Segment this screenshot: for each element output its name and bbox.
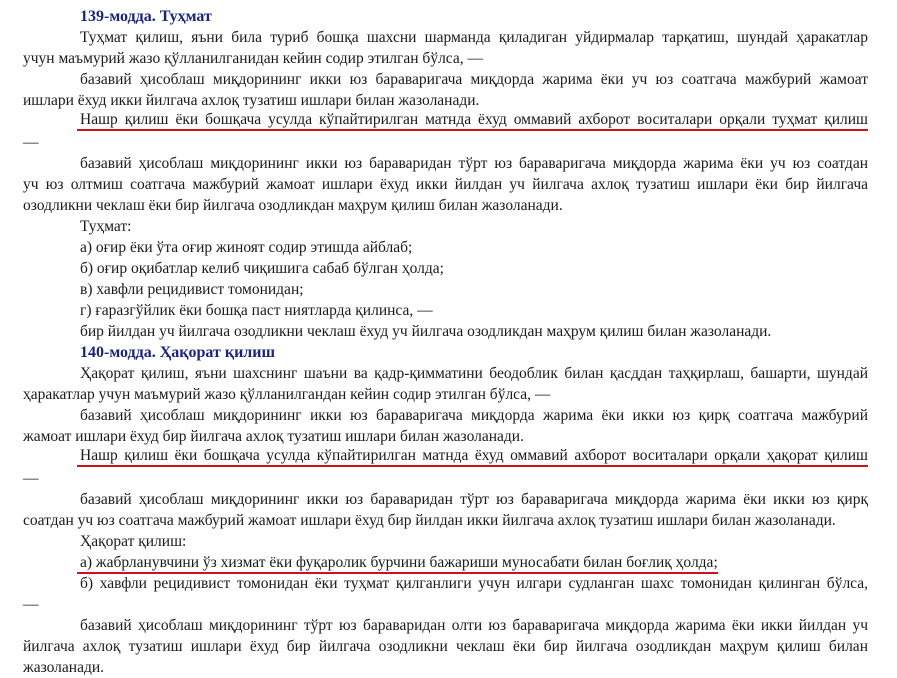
article-heading: 140-модда. Ҳақорат қилиш — [80, 344, 275, 361]
text-line — [23, 573, 868, 594]
text-line — [23, 552, 868, 573]
paragraph — [23, 216, 868, 237]
paragraph — [23, 258, 868, 279]
paragraph — [23, 531, 868, 552]
line-text: базавий ҳисоблаш миқдорининг икки юз бараваригача миқдорда жарима ёки икки юз қирқ соатгача мажбурий — [80, 407, 868, 424]
text-line — [23, 258, 868, 279]
text-line — [23, 195, 868, 216]
line-text: ҳаракатлар учун маъмурий жазо қўлланилгандан кейин содир этилган бўлса, — — [23, 386, 551, 403]
text-line — [23, 321, 868, 342]
article-heading: 139-модда. Туҳмат — [80, 8, 212, 25]
line-text: а) оғир ёки ўта оғир жиноят содир этишда айблаб; — [80, 239, 413, 256]
text-line — [23, 153, 868, 174]
text-line — [23, 489, 868, 510]
text-line — [23, 216, 868, 237]
highlighted-paragraph — [23, 111, 868, 153]
text-line — [23, 531, 868, 552]
line-text: базавий ҳисоблаш миқдорининг икки юз бараваридан тўрт юз бараваригача миқдорда жарима ёки уч юз соатдан — [80, 155, 868, 172]
text-line — [23, 363, 868, 384]
paragraph — [23, 237, 868, 258]
paragraph — [23, 153, 868, 216]
text-line — [23, 48, 868, 69]
line-text: базавий ҳисоблаш миқдорининг тўрт юз бараваридан олти юз бараваригача миқдорда жарима ёки икки йилдан уч — [80, 617, 868, 634]
line-text: уч юз олтмиш соатгача мажбурий жамоат ишлари ёхуд икки йилдан уч йилгача ахлоқ тузатиш ишлари ёки бир йилгача — [23, 176, 868, 193]
line-text: ишлари ёхуд икки йилгача ахлоқ тузатиш ишлари билан жазоланади. — [23, 92, 480, 109]
line-text: в) хавфли рецидивист томонидан; — [80, 281, 304, 298]
line-text: Туҳмат: — [80, 218, 132, 235]
text-line — [23, 636, 868, 657]
paragraph — [23, 489, 868, 531]
paragraph — [23, 573, 868, 615]
paragraph — [23, 279, 868, 300]
text-line — [23, 237, 868, 258]
paragraph — [23, 615, 868, 678]
line-text: б) оғир оқибатлар келиб чиқишига сабаб бўлган ҳолда; — [80, 260, 444, 277]
line-text: базавий ҳисоблаш миқдорининг икки юз бараваридан тўрт юз бараваригача миқдорда жарима ёки икки юз қирқ — [80, 491, 868, 508]
line-text: г) ғаразгўйлик ёки бошқа паст ниятларда қилинса, — — [80, 302, 433, 319]
highlighted-paragraph — [23, 447, 868, 489]
text-line — [23, 132, 868, 153]
paragraph — [23, 405, 868, 447]
line-text: учун маъмурий жазо қўлланилганидан кейин содир этилган бўлса, — — [23, 50, 484, 67]
line-text: Ҳақорат қилиш: — [80, 533, 187, 550]
line-text: бир йилдан уч йилгача озодликни чеклаш ёхуд уч йилгача озодликдан маҳрум қилиш билан жазоланади. — [80, 323, 772, 340]
line-text: Ҳақорат қилиш, яъни шахснинг шаъни ва қадр-қимматини беодоблик билан қасддан таҳқирлаш, башарти, шундай — [80, 365, 868, 382]
text-line — [23, 69, 868, 90]
text-line — [23, 426, 868, 447]
line-text: базавий ҳисоблаш миқдорининг икки юз бараваригача миқдорда жарима ёки уч юз соатгача мажбурий жамоат — [80, 71, 868, 88]
text-line — [23, 279, 868, 300]
line-text: жазоланади. — [23, 659, 105, 676]
line-text: — — [23, 596, 39, 613]
text-line — [23, 27, 868, 48]
line-text: жамоат ишлари ёхуд бир йилгача ахлоқ тузатиш ишлари билан жазоланади. — [23, 428, 524, 445]
text-line — [23, 405, 868, 426]
paragraph — [23, 363, 868, 405]
text-line — [23, 111, 868, 132]
line-text: — — [23, 134, 39, 151]
line-text: — — [23, 470, 39, 487]
text-line — [23, 174, 868, 195]
line-text: озодликни чеклаш ёки бир йилгача озодликдан маҳрум қилиш билан жазоланади. — [23, 197, 563, 214]
text-line — [23, 90, 868, 111]
line-text: йилгача ахлоқ тузатиш ишлари ёхуд бир йилгача озодликни чеклаш ёки бир йилгача озодликдан маҳрум қилиш билан — [23, 638, 868, 655]
underlined-text: а) жабрланувчини ўз хизмат ёки фуқаролик бурчини бажариши муносабати билан боғлиқ ҳолда; — [77, 554, 718, 574]
text-line — [23, 300, 868, 321]
text-line — [23, 447, 868, 468]
highlighted-paragraph — [23, 552, 868, 573]
text-line — [23, 468, 868, 489]
line-text: б) хавфли рецидивист томонидан ёки туҳмат қилганлиги учун илгари судланган шахс томонидан қилинган бўлса, — [80, 575, 868, 592]
underlined-text: Нашр қилиш ёки бошқача усулда кўпайтирилган матнда ёхуд оммавий ахборот воситалари орқали туҳмат қилиш — [77, 111, 868, 131]
line-text: Туҳмат қилиш, яъни била туриб бошқа шахсни шарманда қиладиган уйдирмалар тарқатиш, шундай ҳаракатлар — [80, 29, 868, 46]
paragraph — [23, 69, 868, 111]
line-text: соатдан уч юз соатгача мажбурий жамоат ишлари ёхуд бир йилдан икки йилгача ахлоқ тузатиш ишлари билан жазоланади. — [23, 512, 836, 529]
text-line — [23, 384, 868, 405]
text-line — [23, 657, 868, 678]
paragraph — [23, 321, 868, 342]
text-line — [23, 615, 868, 636]
text-line — [23, 594, 868, 615]
paragraph — [23, 27, 868, 69]
text-line — [23, 510, 868, 531]
paragraph — [23, 300, 868, 321]
underlined-text: Нашр қилиш ёки бошқача усулда кўпайтирилган матнда ёхуд оммавий ахборот воситалари орқали ҳақорат қилиш — [77, 447, 868, 467]
